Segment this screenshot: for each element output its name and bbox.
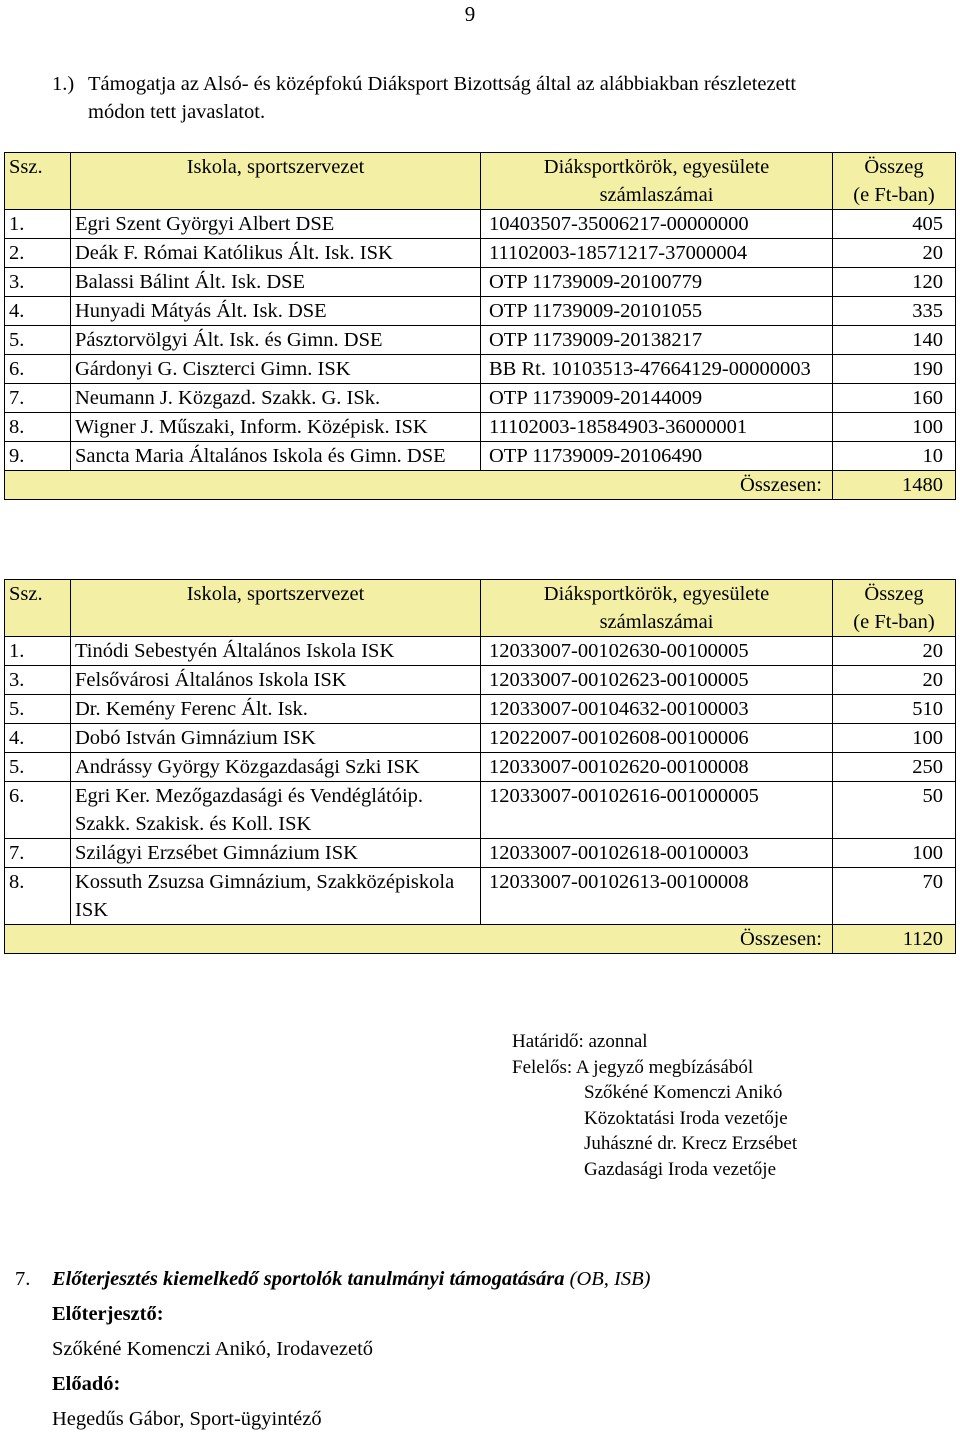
- row-amount: 160: [833, 384, 956, 413]
- intro-number: 1.): [52, 73, 75, 95]
- row-amount: 20: [833, 637, 956, 666]
- row-amount: 70: [833, 868, 956, 925]
- grant-table-2: [4, 579, 956, 954]
- row-school: Sancta Maria Általános Iskola és Gimn. DSE: [71, 442, 481, 471]
- intro-paragraph: [52, 70, 932, 126]
- header-amount: [833, 153, 956, 210]
- total-value: 1480: [833, 471, 956, 500]
- row-account: BB Rt. 10103513-47664129-00000003: [481, 355, 833, 384]
- header-account-line-2: számlaszámai: [599, 184, 714, 206]
- header-amount-line-2: (e Ft-ban): [853, 611, 935, 633]
- table-row: [5, 297, 956, 326]
- header-amount-line-1: Összeg: [864, 583, 924, 605]
- table-row: [5, 782, 956, 839]
- intro-line-2: módon tett javaslatot.: [88, 101, 266, 123]
- presenter-label: Előadó:: [52, 1373, 121, 1395]
- row-ssz: 4.: [5, 297, 71, 326]
- responsible-name-2: Juhászné dr. Krecz Erzsébet: [584, 1133, 798, 1154]
- row-school: Szilágyi Erzsébet Gimnázium ISK: [71, 839, 481, 868]
- responsible-name-1: Szőkéné Komenczi Anikó: [584, 1082, 783, 1103]
- row-account: 12033007-00102630-00100005: [481, 637, 833, 666]
- row-ssz: 7.: [5, 839, 71, 868]
- table-2-body: [5, 637, 956, 925]
- header-amount-line-1: Összeg: [864, 156, 924, 178]
- section-7: [15, 1265, 945, 1433]
- intro-line-1: Támogatja az Alsó- és középfokú Diáksport Bizottság által az alábbiakban részletezett: [88, 73, 797, 95]
- table-row: [5, 753, 956, 782]
- table-row: [5, 442, 956, 471]
- row-amount: 510: [833, 695, 956, 724]
- row-school: Dr. Kemény Ferenc Ált. Isk.: [71, 695, 481, 724]
- row-account: 12033007-00104632-00100003: [481, 695, 833, 724]
- table-header-row: [5, 153, 956, 210]
- deadline-block: [512, 1029, 797, 1182]
- deadline-line: Határidő: azonnal: [512, 1031, 648, 1052]
- row-amount: 50: [833, 782, 956, 839]
- row-school: Deák F. Római Katólikus Ált. Isk. ISK: [71, 239, 481, 268]
- table-row: [5, 268, 956, 297]
- total-label: Összesen:: [5, 925, 833, 954]
- row-ssz: 6.: [5, 782, 71, 839]
- table-total-row: [5, 925, 956, 954]
- row-school: Felsővárosi Általános Iskola ISK: [71, 666, 481, 695]
- responsible-title-2: Gazdasági Iroda vezetője: [584, 1158, 777, 1180]
- row-ssz: 4.: [5, 724, 71, 753]
- page-number: 9: [464, 2, 476, 26]
- row-account: OTP 11739009-20100779: [481, 268, 833, 297]
- total-value: 1120: [833, 925, 956, 954]
- table-row: [5, 326, 956, 355]
- row-ssz: 1.: [5, 210, 71, 239]
- header-ssz: Ssz.: [5, 153, 71, 210]
- row-amount: 100: [833, 413, 956, 442]
- row-amount: 20: [833, 666, 956, 695]
- row-amount: 140: [833, 326, 956, 355]
- row-amount: 335: [833, 297, 956, 326]
- row-ssz: 3.: [5, 666, 71, 695]
- row-school: Balassi Bálint Ált. Isk. DSE: [71, 268, 481, 297]
- table-row: [5, 868, 956, 925]
- row-ssz: 7.: [5, 384, 71, 413]
- row-account: 12033007-00102616-001000005: [481, 782, 833, 839]
- header-amount: [833, 580, 956, 637]
- table-row: [5, 839, 956, 868]
- row-school: Egri Ker. Mezőgazdasági és Vendéglátóip. Szakk. Szakisk. és Koll. ISK: [71, 782, 481, 839]
- row-school: Hunyadi Mátyás Ált. Isk. DSE: [71, 297, 481, 326]
- row-amount: 120: [833, 268, 956, 297]
- header-school: Iskola, sportszervezet: [71, 580, 481, 637]
- row-amount: 190: [833, 355, 956, 384]
- header-school: Iskola, sportszervezet: [71, 153, 481, 210]
- row-school: Dobó István Gimnázium ISK: [71, 724, 481, 753]
- row-school: Tinódi Sebestyén Általános Iskola ISK: [71, 637, 481, 666]
- row-ssz: 1.: [5, 637, 71, 666]
- row-school: Pásztorvölgyi Ált. Isk. és Gimn. DSE: [71, 326, 481, 355]
- row-school: Neumann J. Közgazd. Szakk. G. ISk.: [71, 384, 481, 413]
- table-total-row: [5, 471, 956, 500]
- grant-table-1: [4, 152, 956, 500]
- presenter-name: Hegedűs Gábor, Sport-ügyintéző: [52, 1408, 322, 1430]
- row-ssz: 5.: [5, 326, 71, 355]
- header-amount-line-2: (e Ft-ban): [853, 184, 935, 206]
- row-school: Kossuth Zsuzsa Gimnázium, Szakközépiskola ISK: [71, 868, 481, 925]
- row-ssz: 9.: [5, 442, 71, 471]
- header-account: [481, 153, 833, 210]
- row-account: 12022007-00102608-00100006: [481, 724, 833, 753]
- row-school: Andrássy György Közgazdasági Szki ISK: [71, 753, 481, 782]
- row-account: 12033007-00102613-00100008: [481, 868, 833, 925]
- row-account: 11102003-18584903-36000001: [481, 413, 833, 442]
- table-row: [5, 413, 956, 442]
- row-ssz: 8.: [5, 413, 71, 442]
- header-account-line-2: számlaszámai: [599, 611, 714, 633]
- row-ssz: 3.: [5, 268, 71, 297]
- row-account: 12033007-00102620-00100008: [481, 753, 833, 782]
- header-account: [481, 580, 833, 637]
- row-ssz: 5.: [5, 695, 71, 724]
- row-school: Wigner J. Műszaki, Inform. Középisk. ISK: [71, 413, 481, 442]
- row-school: Gárdonyi G. Ciszterci Gimn. ISK: [71, 355, 481, 384]
- row-amount: 100: [833, 724, 956, 753]
- table-row: [5, 239, 956, 268]
- row-account: OTP 11739009-20144009: [481, 384, 833, 413]
- row-amount: 10: [833, 442, 956, 471]
- row-account: 11102003-18571217-37000004: [481, 239, 833, 268]
- table-row: [5, 384, 956, 413]
- row-account: OTP 11739009-20106490: [481, 442, 833, 471]
- row-ssz: 2.: [5, 239, 71, 268]
- responsible-line: Felelős: A jegyző megbízásából: [512, 1056, 754, 1078]
- row-ssz: 6.: [5, 355, 71, 384]
- proposer-name: Szőkéné Komenczi Anikó, Irodavezető: [52, 1338, 374, 1360]
- section-title: Előterjesztés kiemelkedő sportolók tanulmányi támogatására: [52, 1268, 565, 1290]
- section-title-tail: (OB, ISB): [564, 1268, 651, 1290]
- row-ssz: 8.: [5, 868, 71, 925]
- table-row: [5, 210, 956, 239]
- responsible-title-1: Közoktatási Iroda vezetője: [584, 1107, 788, 1129]
- section-number: 7.: [15, 1268, 31, 1290]
- table-header-row: [5, 580, 956, 637]
- row-amount: 405: [833, 210, 956, 239]
- row-account: 10403507-35006217-00000000: [481, 210, 833, 239]
- row-amount: 100: [833, 839, 956, 868]
- table-1-body: [5, 210, 956, 471]
- header-account-line-1: Diáksportkörök, egyesülete: [543, 583, 770, 605]
- row-account: 12033007-00102618-00100003: [481, 839, 833, 868]
- row-account: OTP 11739009-20101055: [481, 297, 833, 326]
- row-account: 12033007-00102623-00100005: [481, 666, 833, 695]
- table-row: [5, 666, 956, 695]
- row-ssz: 5.: [5, 753, 71, 782]
- row-school: Egri Szent Györgyi Albert DSE: [71, 210, 481, 239]
- table-row: [5, 355, 956, 384]
- row-amount: 250: [833, 753, 956, 782]
- proposer-label: Előterjesztő:: [52, 1303, 164, 1325]
- table-row: [5, 695, 956, 724]
- total-label: Összesen:: [5, 471, 833, 500]
- header-account-line-1: Diáksportkörök, egyesülete: [543, 156, 770, 178]
- header-ssz: Ssz.: [5, 580, 71, 637]
- table-row: [5, 637, 956, 666]
- row-amount: 20: [833, 239, 956, 268]
- table-row: [5, 724, 956, 753]
- row-account: OTP 11739009-20138217: [481, 326, 833, 355]
